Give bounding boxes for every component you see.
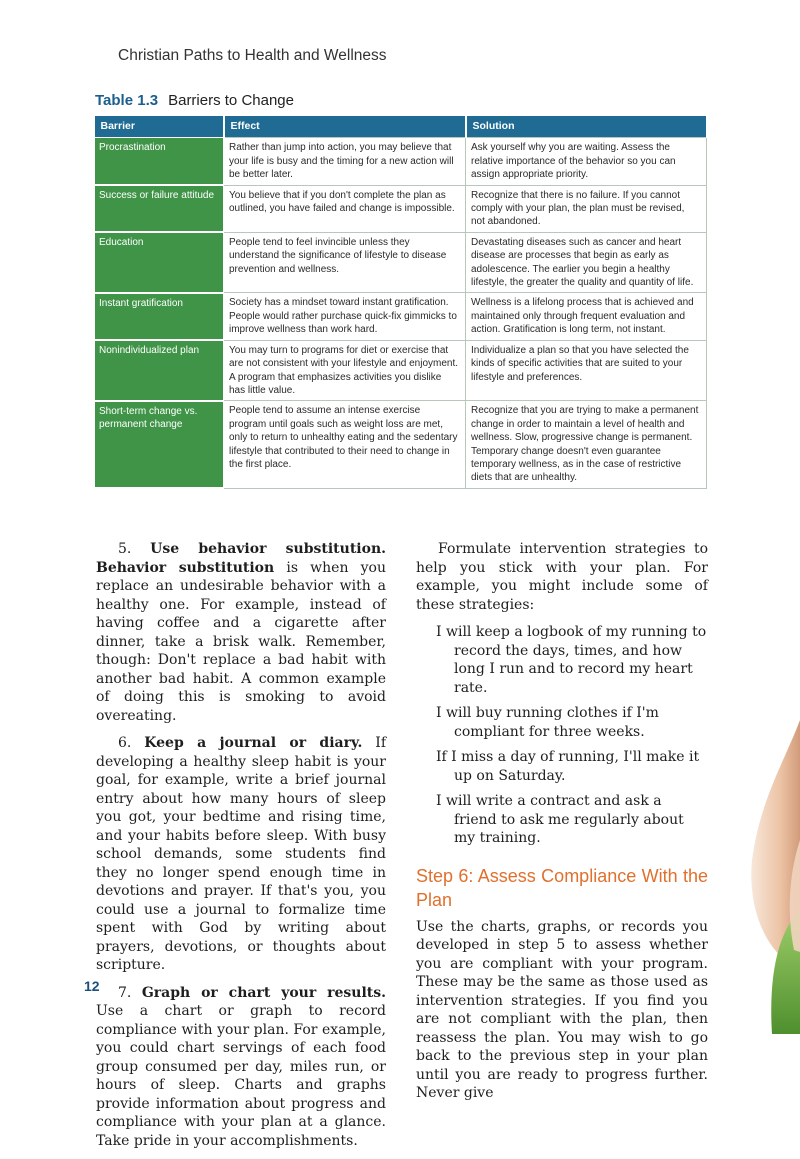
solution-cell: Individualize a plan so that you have selected the kinds of specific activities that are suited to your lifestyle and preferences. [466, 340, 707, 401]
barrier-cell: Nonindividualized plan [95, 340, 224, 401]
table-header-row [95, 116, 707, 138]
table-title: Barriers to Change [168, 92, 294, 109]
section-heading: Step 6: Assess Compliance With the Plan [416, 865, 708, 910]
bold-lead-in: Graph or chart your results. [141, 984, 386, 1001]
barrier-cell: Procrastination [95, 138, 224, 185]
solution-cell: Wellness is a lifelong process that is achieved and maintained only through frequent evaluation and action. Gratification is long term, not instant. [466, 293, 707, 340]
running-header: Christian Paths to Health and Wellness [118, 47, 387, 64]
strategy-list [416, 623, 708, 848]
paragraph-graph-results [96, 984, 386, 1151]
list-item: I will buy running clothes if I'm compliant for three weeks. [436, 705, 659, 740]
table-row [95, 401, 707, 488]
solution-cell: Devastating diseases such as cancer and heart disease are processes that begin as early as adolescence. The earlier you begin a healthy lifestyle, the greater the quality and quantity of life. [466, 232, 707, 293]
paragraph-journal [96, 734, 386, 975]
left-text-column [96, 540, 386, 1159]
effect-cell: You believe that if you don't complete the plan as outlined, you have failed and change is impossible. [224, 185, 466, 232]
list-number: 5. [118, 541, 151, 557]
list-number: 6. [118, 735, 145, 751]
solution-cell: Ask yourself why you are waiting. Assess the relative importance of the behavior so you can assign appropriate priority. [466, 138, 707, 185]
barrier-cell: Short-term change vs. permanent change [95, 401, 224, 488]
table-caption [95, 92, 294, 109]
solution-cell: Recognize that there is no failure. If you cannot comply with your plan, the plan must be revised, not abandoned. [466, 185, 707, 232]
column-header-barrier: Barrier [95, 116, 224, 138]
barrier-cell: Instant gratification [95, 293, 224, 340]
effect-cell: You may turn to programs for diet or exercise that are not consistent with your lifestyle and enjoyment. A program that emphasizes activities you dislike has little value. [224, 340, 466, 401]
list-number: 7. [118, 984, 142, 1001]
decorative-photo [690, 720, 800, 1034]
effect-cell: Rather than jump into action, you may believe that your life is busy and the timing for a new action will be better later. [224, 138, 466, 185]
bold-lead-in: Use behavior substitution. Behavior substitution [96, 541, 386, 576]
effect-cell: Society has a mindset toward instant gratification. People would rather purchase quick-fix gimmicks to improve wellness than work hard. [224, 293, 466, 340]
effect-cell: People tend to assume an intense exercise program until goals such as weight loss are met, only to return to unhealthy eating and the sedentary lifestyle that contributed to their need to change in the first place. [224, 401, 466, 488]
table-row [95, 232, 707, 293]
photo-graphic [690, 720, 800, 1034]
right-text-column [416, 540, 708, 1112]
barriers-table [94, 116, 708, 489]
column-header-solution: Solution [466, 116, 707, 138]
table-row [95, 340, 707, 401]
barrier-cell: Education [95, 232, 224, 293]
bold-lead-in: Keep a journal or diary. [144, 735, 363, 751]
paragraph-behavior-substitution [96, 540, 386, 725]
solution-cell: Recognize that you are trying to make a permanent change in order to maintain a level of health and wellness. Slow, progressive change is permanent. Temporary change doesn't even guarantee temporary wellness, as in the case of restrictive diets that are unhealthy. [466, 401, 707, 488]
strategies-intro: Formulate intervention strategies to help you stick with your plan. For example, you might include some of these strategies: [416, 541, 708, 613]
section-paragraph: Use the charts, graphs, or records you developed in step 5 to assess whether you are compliant with your program. These may be the same as those used as intervention strategies. If you find you are not compliant with the plan, then reassess the plan. You may wish to go back to the previous step in your plan until you are ready to progress further. Never give [416, 918, 708, 1101]
list-item: I will write a contract and ask a friend to ask me regularly about my training. [436, 793, 684, 846]
paragraph-text: If developing a healthy sleep habit is your goal, for example, write a brief journal entry about how many hours of sleep you got, your bedtime and rising time, and your habits before sleep. With busy school demands, some students find they no longer spend enough time in devotions and prayer. If that's you, you could use a journal to formalize time spent with God by writing about prayers, devotions, or thoughts about scripture. [96, 735, 387, 973]
paragraph-text: is when you replace an undesirable behavior with a healthy one. For example, instead of having coffee and a cigarette after dinner, take a brisk walk. Remember, though: Don't replace a bad habit with another bad habit. A common example of doing this is smoking to avoid overeating. [96, 559, 386, 724]
paragraph-text: Use a chart or graph to record compliance with your plan. For example, you could chart servings of each food group consumed per day, miles run, or hours of sleep. Charts and graphs provide information about progress and compliance with your plan at a glance. Take pride in your accomplishments. [96, 1003, 386, 1149]
column-header-effect: Effect [224, 116, 466, 138]
effect-cell: People tend to feel invincible unless they understand the significance of lifestyle to disease prevention and wellness. [224, 232, 466, 293]
table-row [95, 138, 707, 185]
list-item: If I miss a day of running, I'll make it up on Saturday. [436, 749, 700, 784]
table-row [95, 185, 707, 232]
list-item: I will keep a logbook of my running to record the days, times, and how long I run and to record my heart rate. [436, 624, 707, 696]
table-row [95, 293, 707, 340]
page-number: 12 [84, 978, 100, 994]
barrier-cell: Success or failure attitude [95, 185, 224, 232]
table-number: Table 1.3 [95, 92, 159, 109]
